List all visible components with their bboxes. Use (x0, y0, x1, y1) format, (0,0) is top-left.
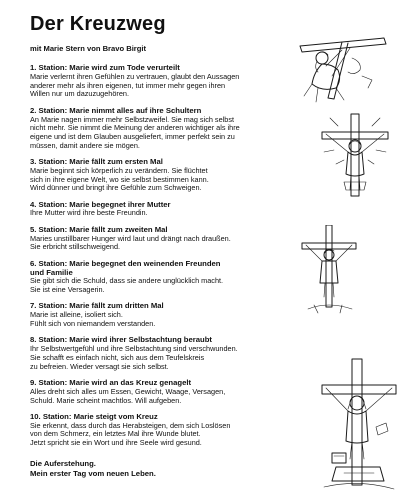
station-title: 7. Station: Marie fällt zum dritten Mal (30, 301, 164, 311)
station-text: Maries unstillbarer Hunger wird laut und drängt nach draußen. Sie erbricht stillschweigend. (30, 233, 231, 252)
stations-list (30, 64, 298, 455)
station-text: Ihre Mutter wird ihre beste Freundin. (30, 208, 148, 218)
cross-hanging-drawing (300, 225, 360, 315)
station-3 (30, 158, 298, 193)
cross-rays-drawing (318, 112, 393, 197)
station-text: Ihr Selbstwertgefühl und ihre Selbstachtung sind verschwunden. Sie schafft es einfach nicht, sich aus dem Teufelskreis zu befreien. Wieder versagt sie sich selbst. (30, 344, 238, 371)
page-title: Der Kreuzweg (30, 13, 166, 35)
station-title: 10. Station: Marie steigt vom Kreuz (30, 411, 158, 421)
illustration-cross-hanging (300, 225, 360, 315)
station-title: 8. Station: Marie wird ihrer Selbstachtung beraubt (30, 335, 212, 345)
carrying-cross-drawing (292, 36, 392, 106)
illustration-cross-scale (318, 357, 400, 495)
station-title: 6. Station: Marie begegnet den weinenden Freunden und Familie (30, 258, 221, 277)
station-2 (30, 107, 298, 151)
station-1 (30, 64, 298, 99)
station-5 (30, 226, 298, 252)
station-title: 1. Station: Marie wird zum Tode verurteilt (30, 63, 180, 72)
station-10 (30, 413, 298, 448)
station-text: Sie gibt sich die Schuld, dass sie andere unglücklich macht. Sie ist eine Versagerin. (30, 276, 224, 295)
station-9 (30, 379, 298, 405)
station-title: 2. Station: Marie nimmt alles auf ihre Schultern (30, 105, 202, 115)
illustration-cross-rays (318, 112, 393, 197)
station-text: Marie beginnt sich körperlich zu verändern. Sie flüchtet sich in ihre eigene Welt, wo sie selbst bestimmen kann. Wird dünner und bringt ihre Gefühle zum Schweigen. (30, 165, 209, 193)
ending-text: Die Auferstehung. Mein erster Tag vom neuen Leben. (30, 459, 156, 478)
station-text: Sie erkennt, dass durch das Herabsteigen, dem sich Loslösen von dem Schmerz, ein letztes Mal ihre Wunde blutet. Jetzt spricht sie ein Wort und ihre Seele wird gesund. (30, 420, 231, 448)
illustration-carrying-cross (292, 36, 392, 106)
station-text: Alles dreht sich alles um Essen, Gewicht, Waage, Versagen, Schuld. Marie scheint machtlos. Will aufgeben. (30, 386, 226, 405)
cross-scale-drawing (318, 357, 400, 495)
station-text: An Marie nagen immer mehr Selbstzweifel. Sie mag sich selbst nicht mehr. Sie nimmt die Meinung der anderen wichtiger als ihre eigene und ist dem Glauben ausgeliefert, immer perfekt sein zu müssen, damit andere sie mögen. (30, 114, 240, 150)
station-text: Marie ist alleine, isoliert sich. Fühlt sich von niemandem verstanden. (30, 310, 156, 329)
station-7 (30, 302, 298, 328)
page-subtitle: mit Marie Stern von Bravo Birgit (30, 44, 147, 53)
station-4 (30, 201, 298, 219)
station-title: 3. Station: Marie fällt zum ersten Mal (30, 156, 163, 166)
station-title: 4. Station: Marie begegnet ihrer Mutter (30, 199, 171, 209)
station-title: 5. Station: Marie fällt zum zweiten Mal (30, 224, 168, 234)
station-8 (30, 336, 298, 371)
station-title: 9. Station: Marie wird an das Kreuz genagelt (30, 377, 192, 387)
station-6 (30, 260, 298, 295)
station-text: Marie verlernt ihren Gefühlen zu vertrauen, glaubt den Aussagen anderer mehr als ihren eigenen, tut immer mehr gegen ihren Willen nur um dazuzugehören. (30, 71, 240, 99)
